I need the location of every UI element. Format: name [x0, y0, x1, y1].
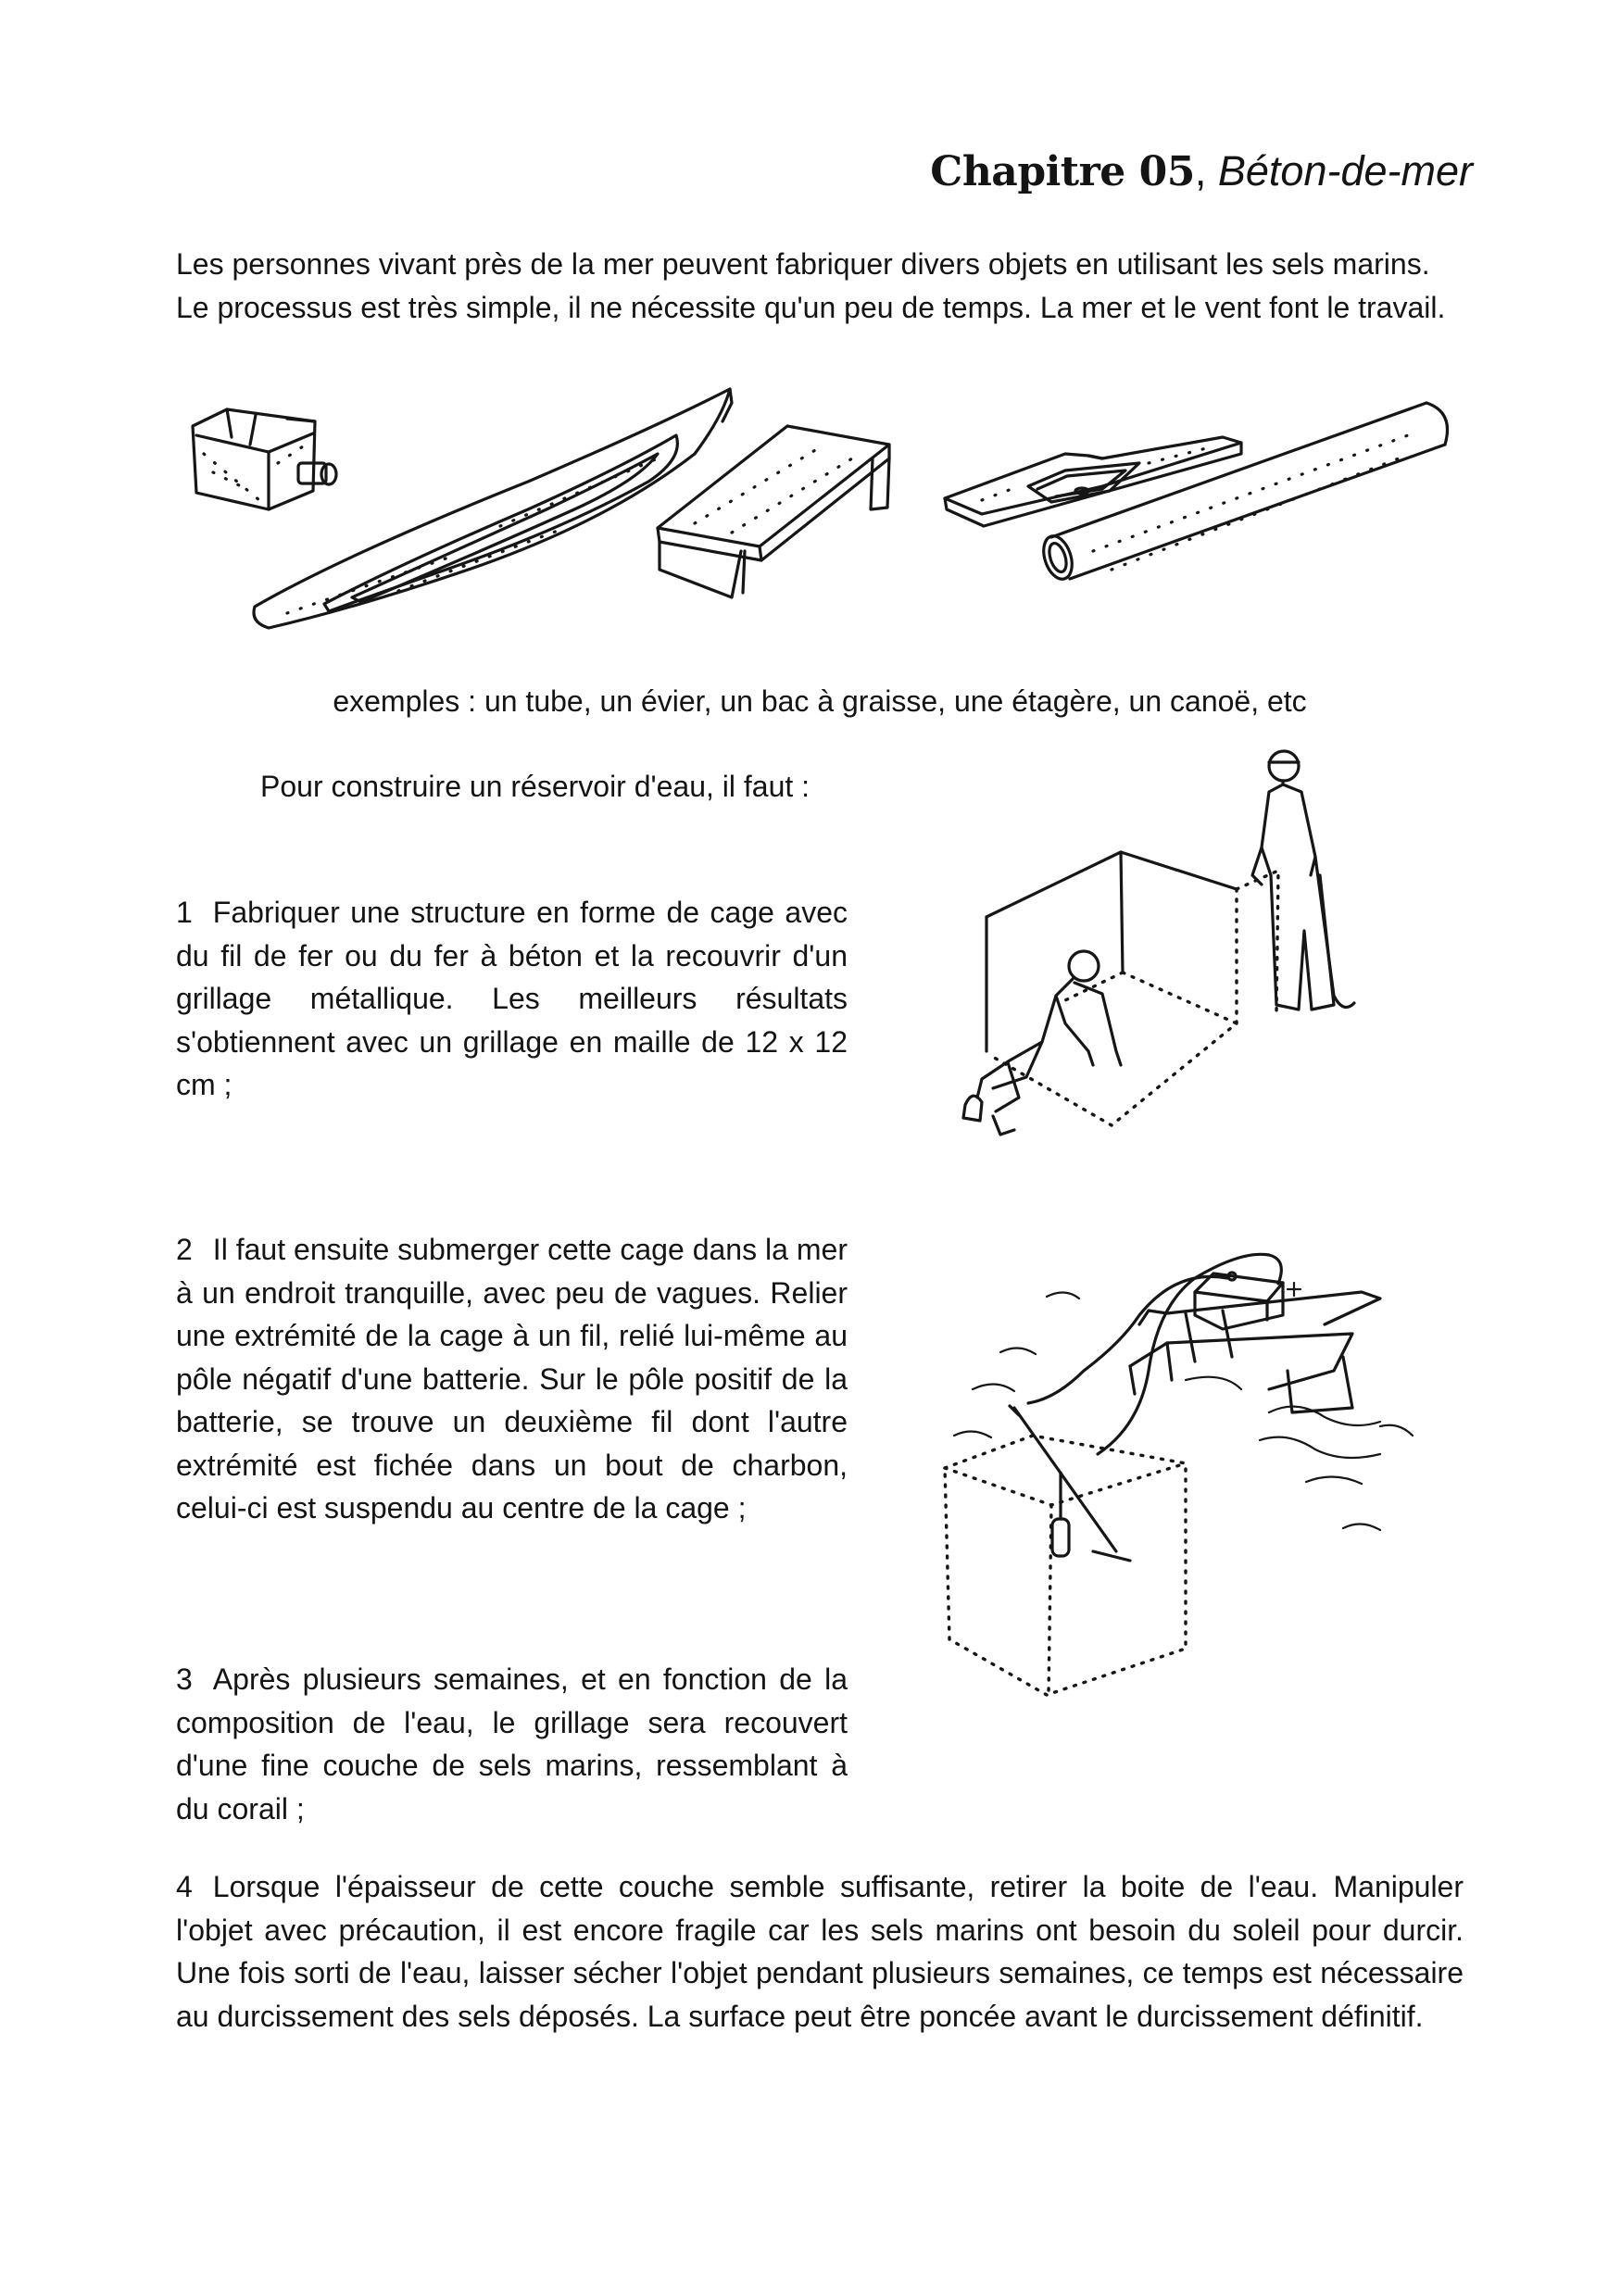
examples-caption: exemples : un tube, un évier, un bac à graisse, une étagère, un canoë, etc	[333, 684, 1307, 718]
step-text: Il faut ensuite submerger cette cage dans la mer à un endroit tranquille, avec peu de vagues. Relier une extrémité de la cage à un fil, relié lui-même au pôle négatif d'une batterie. Sur le pôle positif de la batterie, se trouve un deuxième fil dont l'autre extrémité est fichée dans un bout de charbon, celui-ci est suspendu au centre de la cage ;	[176, 1233, 848, 1524]
chapter-number: Chapitre 05	[930, 148, 1195, 195]
step-4	[176, 1865, 1464, 2038]
cage-building-sketch	[926, 746, 1389, 1162]
title-separator: ,	[1194, 147, 1218, 194]
step-number: 3	[176, 1662, 193, 1696]
shelf-sketch	[658, 426, 889, 597]
reservoir-intro: Pour construire un réservoir d'eau, il faut :	[260, 770, 810, 803]
step-number: 4	[176, 1870, 193, 1903]
step-number: 1	[176, 896, 193, 929]
grease-trap-sketch	[193, 409, 336, 509]
step-2	[176, 1228, 848, 1530]
step-1	[176, 891, 848, 1107]
step-text: Lorsque l'épaisseur de cette couche semble suffisante, retirer la boite de l'eau. Manipuler l'objet avec précaution, il est encore fragile car les sels marins ont besoin du soleil pour durcir. Une fois sorti de l'eau, laisser sécher l'objet pendant plusieurs semaines, ce temps est nécessaire au durcissement des sels déposés. La surface peut être poncée avant le durcissement définitif.	[176, 1870, 1464, 2033]
chapter-subtitle: Béton-de-mer	[1217, 147, 1473, 194]
step-text: Après plusieurs semaines, et en fonction de la composition de l'eau, le grillage sera recouvert d'une fine couche de sels marins, ressemblant à du corail ;	[176, 1662, 848, 1826]
step-3	[176, 1658, 848, 1830]
step-number: 2	[176, 1233, 193, 1266]
examples-illustration	[176, 370, 1473, 648]
page-title	[930, 146, 1473, 197]
intro-paragraph: Les personnes vivant près de la mer peuvent fabriquer divers objets en utilisant les sels marins. Le processus est très simple, il ne nécessite qu'un peu de temps. La mer et le vent font le travail.	[176, 247, 1446, 324]
submerged-cage-battery-sketch	[917, 1241, 1417, 1723]
step-text: Fabriquer une structure en forme de cage avec du fil de fer ou du fer à béton et la recouvrir d'un grillage métallique. Les meilleurs résultats s'obtiennent avec un grillage en maille de 12 x 12 cm ;	[176, 896, 848, 1101]
canoe-sketch	[254, 389, 732, 628]
